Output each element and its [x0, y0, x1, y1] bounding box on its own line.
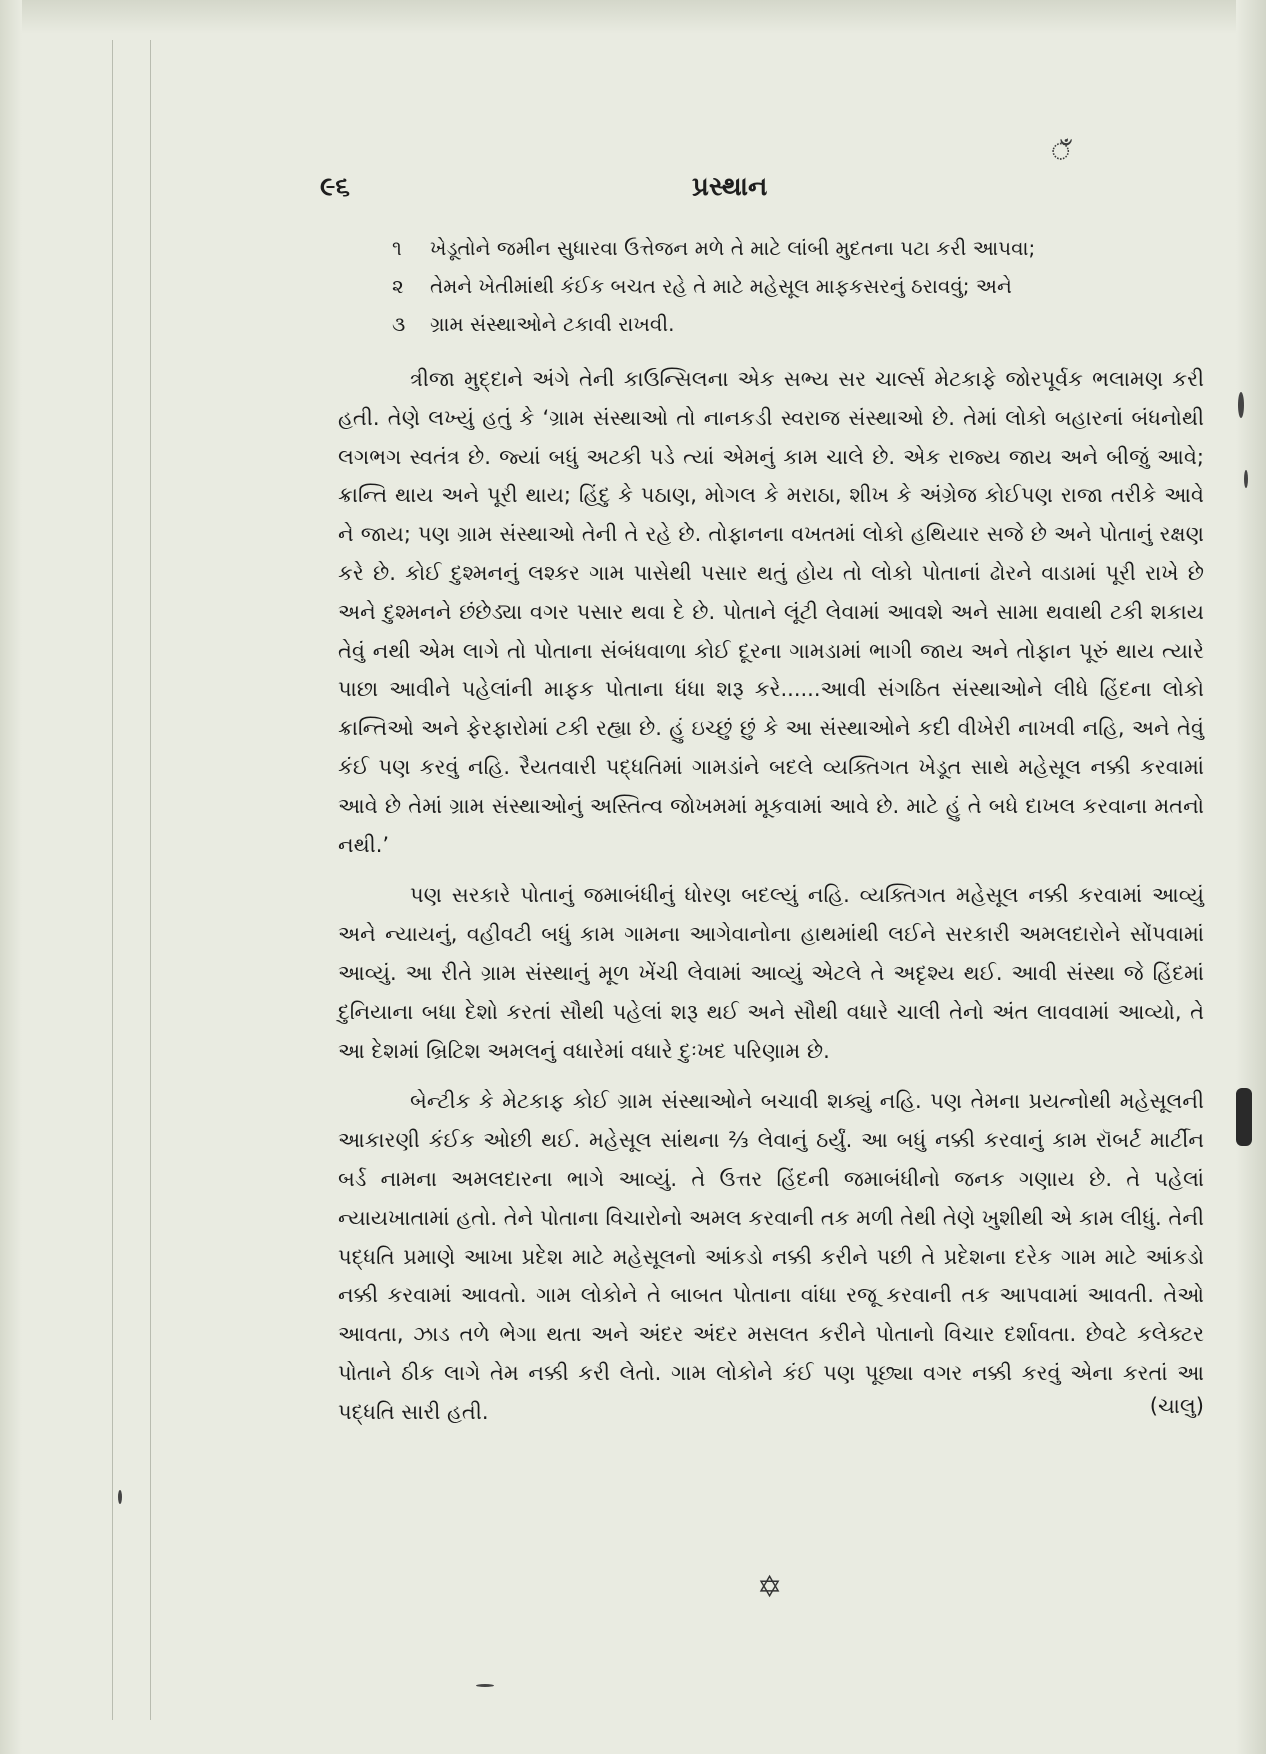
list-item-text: ગ્રામ સંસ્થાઓને ટકાવી રાખવી.	[430, 312, 675, 336]
list-item	[392, 312, 1212, 350]
ink-speck	[476, 1684, 494, 1687]
paragraph-metcalfe-quote: ત્રીજા મુદ્દાને અંગે તેની કાઉન્સિલના એક સભ્ય સર ચાર્લ્સ મેટકાફે જોરપૂર્વક ભલામણ કરી હતી. તેણે લખ્યું હતું કે ‘ગ્રામ સંસ્થાઓ તો નાનકડી સ્વરાજ સંસ્થાઓ છે. તેમાં લોકો બહારનાં બંધનોથી લગભગ સ્વતંત્ર છે. જ્યાં બધું અટકી પડે ત્યાં એમનું કામ ચાલે છે. એક રાજ્ય જાય અને બીજું આવે; ક્રાન્તિ થાય અને પૂરી થાય; હિંદુ કે પઠાણ, મોગલ કે મરાઠા, શીખ કે અંગ્રેજ કોઈપણ રાજા તરીકે આવે ને જાય; પણ ગ્રામ સંસ્થાઓ તેની તે રહે છે. તોફાનના વખતમાં લોકો હથિયાર સજે છે અને પોતાનું રક્ષણ કરે છે. કોઈ દુશ્મનનું લશ્કર ગામ પાસેથી પસાર થતું હોય તો લોકો પોતાનાં ઢોરને વાડામાં પૂરી રાખે છે અને દુશ્મનને છંછેડ્યા વગર પસાર થવા દે છે. પોતાને લૂંટી લેવામાં આવશે અને સામા થવાથી ટકી શકાય તેવું નથી એમ લાગે તો પોતાના સંબંધવાળા કોઈ દૂરના ગામડામાં ભાગી જાય અને તોફાન પૂરું થાય ત્યારે પાછા આવીને પહેલાંની માફક પોતાના ધંધા શરૂ કરે......આવી સંગઠિત સંસ્થાઓને લીધે હિંદના લોકો ક્રાન્તિઓ અને ફેરફારોમાં ટકી રહ્યા છે. હું ઇચ્છું છું કે આ સંસ્થાઓને કદી વીખેરી નાખવી નહિ, અને તેવું કંઈ પણ કરવું નહિ. રૈયતવારી પદ્ધતિમાં ગામડાંને બદલે વ્યક્તિગત ખેડૂત સાથે મહેસૂલ નક્કી કરવામાં આવે છે તેમાં ગ્રામ સંસ્થાઓનું અસ્તિત્વ જોખમમાં મૂકવામાં આવે છે. માટે હું તે બધે દાખલ કરવાના મતનો નથી.’	[338, 367, 1204, 857]
list-item-number: ૧	[392, 236, 402, 260]
list-item-number: ૩	[392, 312, 406, 336]
paragraph-government-policy: પણ સરકારે પોતાનું જમાબંધીનું ધોરણ બદલ્યું નહિ. વ્યક્તિગત મહેસૂલ નક્કી કરવામાં આવ્યું અને ન્યાયનું, વહીવટી બધું કામ ગામના આગેવાનોના હાથમાંથી લઈને સરકારી અમલદારોને સોંપવામાં આવ્યું. આ રીતે ગ્રામ સંસ્થાનું મૂળ ખેંચી લેવામાં આવ્યું એટલે તે અદૃશ્ય થઈ. આવી સંસ્થા જે હિંદમાં દુનિયાના બધા દેશો કરતાં સૌથી પહેલાં શરૂ થઈ અને સૌથી વધારે ચાલી તેનો અંત લાવવામાં આવ્યો, તે આ દેશમાં બ્રિટિશ અમલનું વધારેમાં વધારે દુઃખદ પરિણામ છે.	[338, 883, 1204, 1063]
list-item-text: ખેડૂતોને જમીન સુધારવા ઉત્તેજન મળે તે માટે લાંબી મુદતના પટા કરી આપવા;	[430, 236, 1036, 260]
page-number: ૯૬	[320, 172, 350, 202]
continued-label: (ચાલુ)	[1149, 1393, 1204, 1418]
gutter-line	[112, 40, 113, 1720]
scan-shadow-right	[1236, 0, 1266, 1754]
page-header	[320, 172, 1180, 212]
numbered-list	[392, 236, 1212, 350]
gutter-line	[150, 40, 151, 1720]
paragraph-bentinck-metcalfe: બેન્ટીક કે મેટકાફ કોઈ ગ્રામ સંસ્થાઓને બચાવી શક્યું નહિ. પણ તેમના પ્રયત્નોથી મહેસૂલની આકારણી કંઈક ઓછી થઈ. મહેસૂલ સાંથના ⅔ લેવાનું ઠર્યું. આ બધું નક્કી કરવાનું કામ રૉબર્ટ માર્ટીન બર્ડ નામના અમલદારના ભાગે આવ્યું. તે ઉત્તર હિંદની જમાબંધીનો જનક ગણાય છે. તે પહેલાં ન્યાયખાતામાં હતો. તેને પોતાના વિચારોનો અમલ કરવાની તક મળી તેથી તેણે ખુશીથી એ કામ લીધું. તેની પદ્ધતિ પ્રમાણે આખા પ્રદેશ માટે મહેસૂલનો આંકડો નક્કી કરીને પછી તે પ્રદેશના દરેક ગામ માટે આંકડો નક્કી કરવામાં આવતો. ગામ લોકોને તે બાબત પોતાના વાંધા રજૂ કરવાની તક આપવામાં આવતી. તેઓ આવતા, ઝાડ તળે ભેગા થતા અને અંદર અંદર મસલત કરીને પોતાનો વિચાર દર્શાવતા. છેવટે કલેક્ટર પોતાને ઠીક લાગે તેમ નક્કી કરી લેતો. ગામ લોકોને કંઈ પણ પૂછ્યા વગર નક્કી કરવું એના કરતાં આ પદ્ધતિ સારી હતી.	[338, 1089, 1204, 1424]
ink-speck	[118, 1490, 122, 1504]
list-item	[392, 236, 1212, 274]
ink-speck	[1244, 470, 1248, 488]
scan-shadow-top	[0, 0, 1266, 34]
margin-ink-mark: ઁ	[1052, 140, 1070, 165]
list-item-number: ૨	[392, 274, 404, 298]
ink-blot	[1236, 1088, 1252, 1146]
running-title: પ્રસ્થાન	[692, 172, 768, 202]
body-text	[338, 360, 1204, 1424]
ink-speck	[1238, 392, 1244, 418]
scan-shadow-left	[0, 0, 22, 1754]
list-item	[392, 274, 1212, 312]
list-item-text: તેમને ખેતીમાંથી કંઈક બચત રહે તે માટે મહેસૂલ માફકસરનું ઠરાવવું; અને	[430, 274, 1012, 298]
star-ornament-icon: ✡	[757, 1570, 783, 1605]
